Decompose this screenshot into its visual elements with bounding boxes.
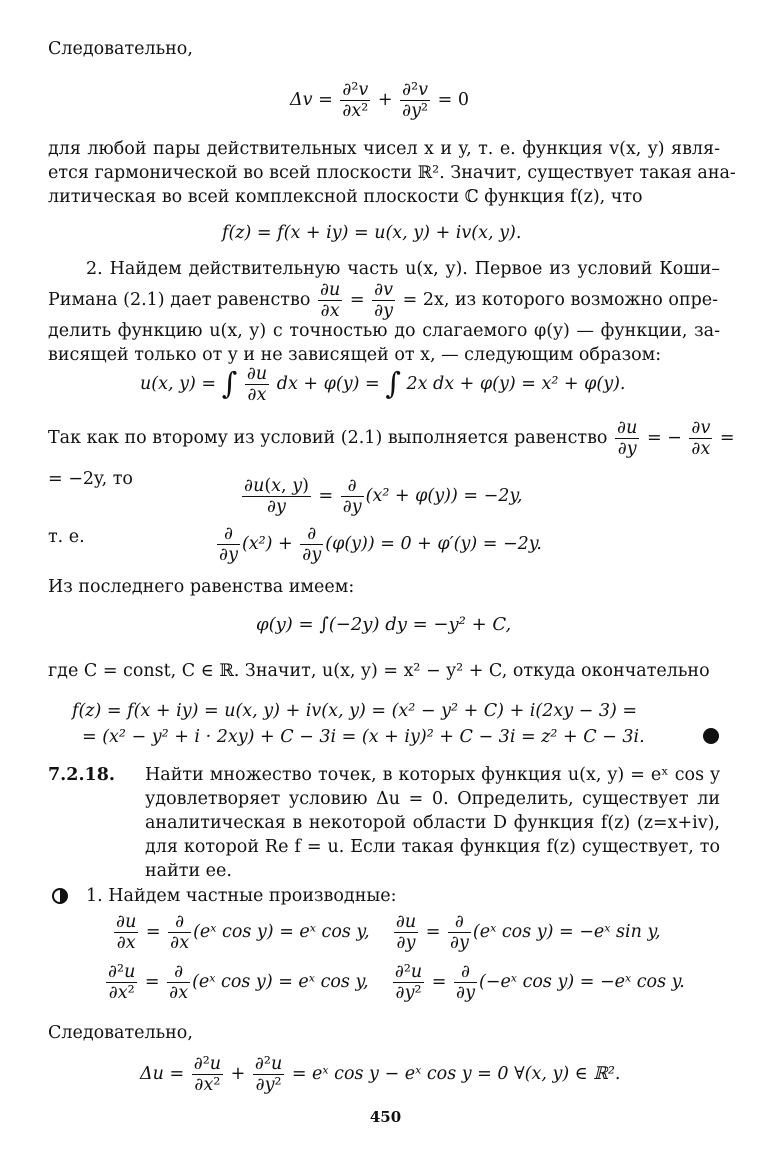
equation-u-integral: u(x, y) = ∫ $\frac{\partial u}{\partial x}$ dx + φ(y) = ∫ 2x dx + φ(y) = x² + φ(y). <box>140 364 626 405</box>
text-line: Следовательно, <box>48 39 193 59</box>
text-line: для любой пары действительных чисел x и y, т. е. функция v(x, y) явля- <box>48 139 720 159</box>
text-line: литическая во всей комплексной плоскости ℂ функция f(z), что <box>48 187 643 207</box>
problem-text: аналитическая в некоторой области D функция f(z) (z=x+iv), <box>145 813 720 833</box>
text-line: делить функцию u(x, y) с точностью до слагаемого φ(y) — функции, за- <box>48 321 720 341</box>
problem-text: Найти множество точек, в которых функция u(x, y) = eˣ cos y <box>145 765 720 785</box>
equation-second-derivatives: $\frac{\text{∂²u}}{\text{∂x²}}$ = $\frac{\partial}{\partial x}$ (eˣ cos y) = eˣ cos y, $\frac{\text{∂²u}}{\text{∂y²}}$ = $\frac{\partial}{\partial y}$ (−eˣ cos y) = −eˣ cos y. <box>108 962 685 1003</box>
text-line: где C = const, C ∈ ℝ. Значит, u(x, y) = x² − y² + C, откуда окончательно <box>48 661 710 681</box>
text-line: 1. Найдем частные производные: <box>86 886 397 906</box>
equation-du-dy: $\frac{\partial u(x, y)}{\partial y}$ = $\frac{\partial}{\partial y}$ (x² + φ(y)) = −2y, <box>244 476 523 517</box>
equation-first-derivatives: $\frac{\partial u}{\partial x}$ = $\frac{\partial}{\partial x}$ (eˣ cos y) = eˣ cos y, $\frac{\partial u}{\partial y}$ = $\frac{\partial}{\partial y}$ (eˣ cos y) = −eˣ sin y, <box>116 912 661 953</box>
problem-text: найти ее. <box>145 861 232 881</box>
text-line: ется гармонической во всей плоскости ℝ². Значит, существует такая ана- <box>48 163 736 183</box>
text-line-second-condition: Так как по второму из условий (2.1) выполняется равенство $\frac{\partial u}{\partial y}$ = − $\frac{\partial v}{\partial x}$ = <box>48 418 735 459</box>
end-of-solution-mark <box>703 728 719 744</box>
page-number: 450 <box>369 1108 402 1126</box>
equation-laplace-v: Δv = $\frac{\text{∂²v}}{\text{∂x²}}$ + $\frac{\text{∂²v}}{\text{∂y²}}$ = 0 <box>290 80 470 121</box>
text-line: Из последнего равенства имеем: <box>48 577 355 597</box>
problem-text: удовлетворяет условию Δu = 0. Определить, существует ли <box>145 789 720 809</box>
equation-phi: φ(y) = ∫(−2y) dy = −y² + C, <box>256 614 512 635</box>
text-line-cauchy: Римана (2.1) дает равенство $\frac{\partial u}{\partial x}$ = $\frac{\partial v}{\partial y}$ = 2x, из которого возможно опре- <box>48 280 719 321</box>
text-line: 2. Найдем действительную часть u(x, y). Первое из условий Коши– <box>86 259 720 279</box>
equation-f: f(z) = f(x + iy) = u(x, y) + iv(x, y). <box>222 223 522 243</box>
equation-laplace-u: Δu = $\frac{\text{∂²u}}{\text{∂x²}}$ + $\frac{\text{∂²u}}{\text{∂y²}}$ = eˣ cos y − eˣ cos y = 0 ∀(x, y) ∈ ℝ². <box>140 1054 621 1095</box>
text-line: висящей только от y и не зависящей от x, — следующим образом: <box>48 345 662 365</box>
equation-final-1: f(z) = f(x + iy) = u(x, y) + iv(x, y) = (x² − y² + C) + i(2xy − 3) = <box>72 701 638 721</box>
problem-number: 7.2.18. <box>48 765 115 785</box>
equation-phi-prime: $\frac{\partial}{\partial y}$ (x²) + $\frac{\partial}{\partial y}$ (φ(y)) = 0 + φ′(y) = −2y. <box>219 524 542 565</box>
solution-start-mark <box>52 888 68 904</box>
problem-text: для которой Re f = u. Если такая функция f(z) существует, то <box>145 837 720 857</box>
text-line: = −2y, то <box>48 469 133 489</box>
equation-final-2: = (x² − y² + i · 2xy) + C − 3i = (x + iy)² + C − 3i = z² + C − 3i. <box>82 727 645 747</box>
text-line: т. е. <box>48 527 85 547</box>
text-line: Следовательно, <box>48 1023 193 1043</box>
